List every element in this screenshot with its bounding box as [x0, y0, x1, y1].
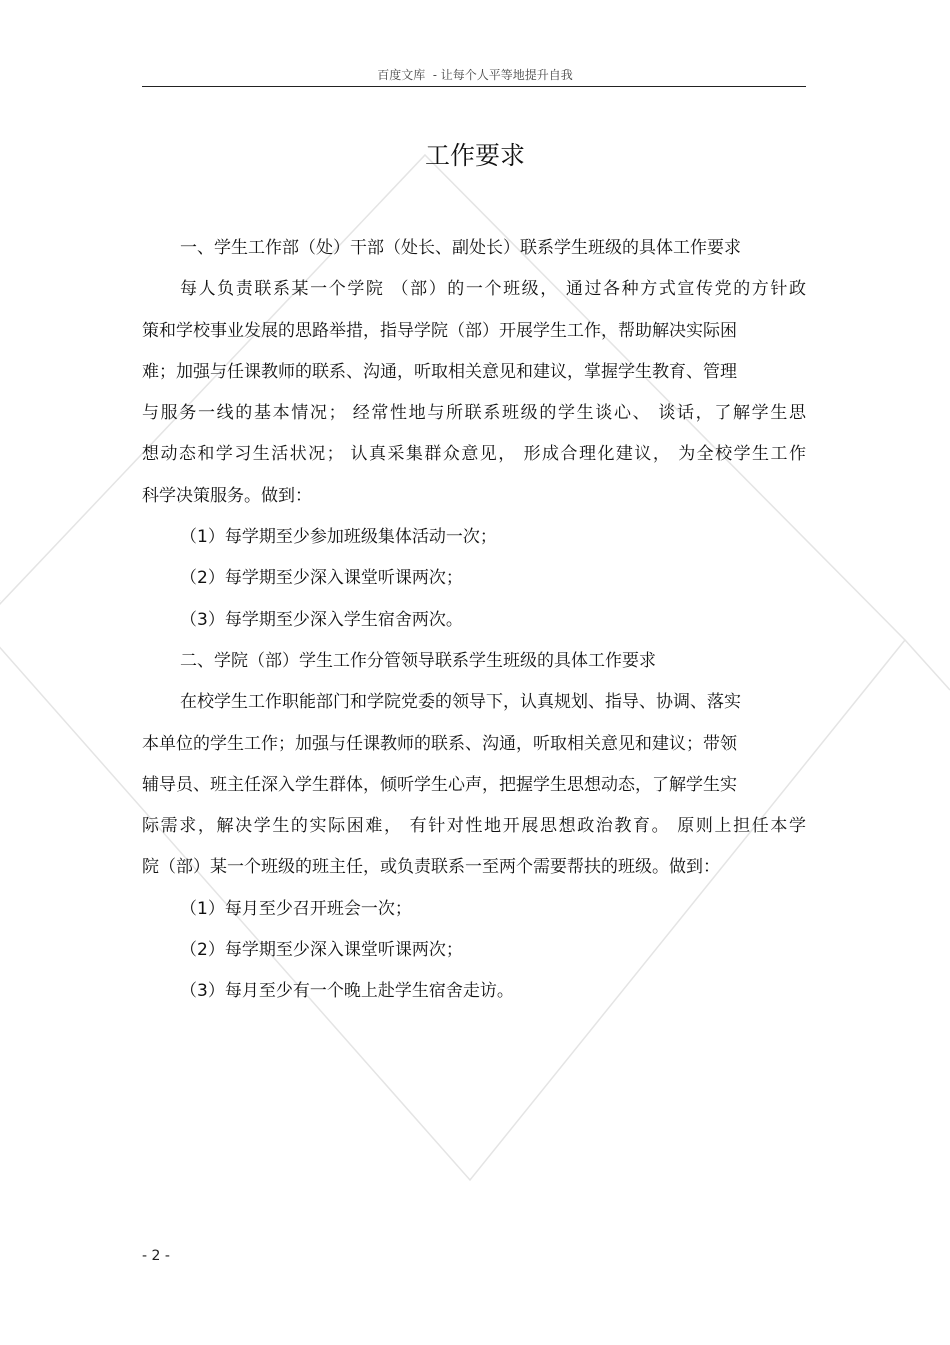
- text-line: 与服务一线的基本情况； 经常性地与所联系班级的学生谈心、 谈话，了解学生思: [142, 403, 806, 424]
- text-line: 辅导员、班主任深入学生群体，倾听学生心声，把握学生思想动态，了解学生实: [142, 774, 737, 795]
- text-line: 本单位的学生工作；加强与任课教师的联系、沟通，听取相关意见和建议；带领: [142, 733, 737, 754]
- document-title: 工作要求: [424, 141, 525, 170]
- text-line: 每人负责联系某一个学院 （部）的一个班级， 通过各种方式宣传党的方针政: [180, 279, 806, 300]
- page-header: 百度文库 - 让每个人平等地提升自我: [377, 68, 573, 82]
- page-number: - 2 -: [142, 1248, 170, 1264]
- text-line: （1）每学期至少参加班级集体活动一次；: [180, 527, 497, 548]
- header-divider: [142, 86, 806, 87]
- text-line: 策和学校事业发展的思路举措，指导学院（部）开展学生工作，帮助解决实际困: [142, 320, 737, 341]
- text-line: 想动态和学习生活状况； 认真采集群众意见， 形成合理化建议， 为全校学生工作: [142, 444, 806, 465]
- text-line: （1）每月至少召开班会一次；: [180, 898, 412, 919]
- text-line: 难；加强与任课教师的联系、沟通，听取相关意见和建议，掌握学生教育、管理: [142, 361, 737, 382]
- text-line: （2）每学期至少深入课堂听课两次；: [180, 940, 463, 961]
- text-line: （2）每学期至少深入课堂听课两次；: [180, 568, 463, 589]
- text-line: （3）每月至少有一个晚上赴学生宿舍走访。: [180, 981, 514, 1002]
- text-line: 院（部）某一个班级的班主任，或负责联系一至两个需要帮扶的班级。做到：: [142, 857, 720, 878]
- text-line: 一、学生工作部（处）干部（处长、副处长）联系学生班级的具体工作要求: [180, 238, 741, 258]
- text-line: 二、学院（部）学生工作分管领导联系学生班级的具体工作要求: [180, 650, 656, 671]
- text-line: 际需求，解决学生的实际困难， 有针对性地开展思想政治教育。 原则上担任本学: [142, 816, 806, 837]
- text-line: （3）每学期至少深入学生宿舍两次。: [180, 609, 463, 630]
- text-line: 在校学生工作职能部门和学院党委的领导下，认真规划、指导、协调、落实: [180, 692, 741, 713]
- text-line: 科学决策服务。做到：: [142, 485, 312, 506]
- document-body: [142, 228, 806, 1013]
